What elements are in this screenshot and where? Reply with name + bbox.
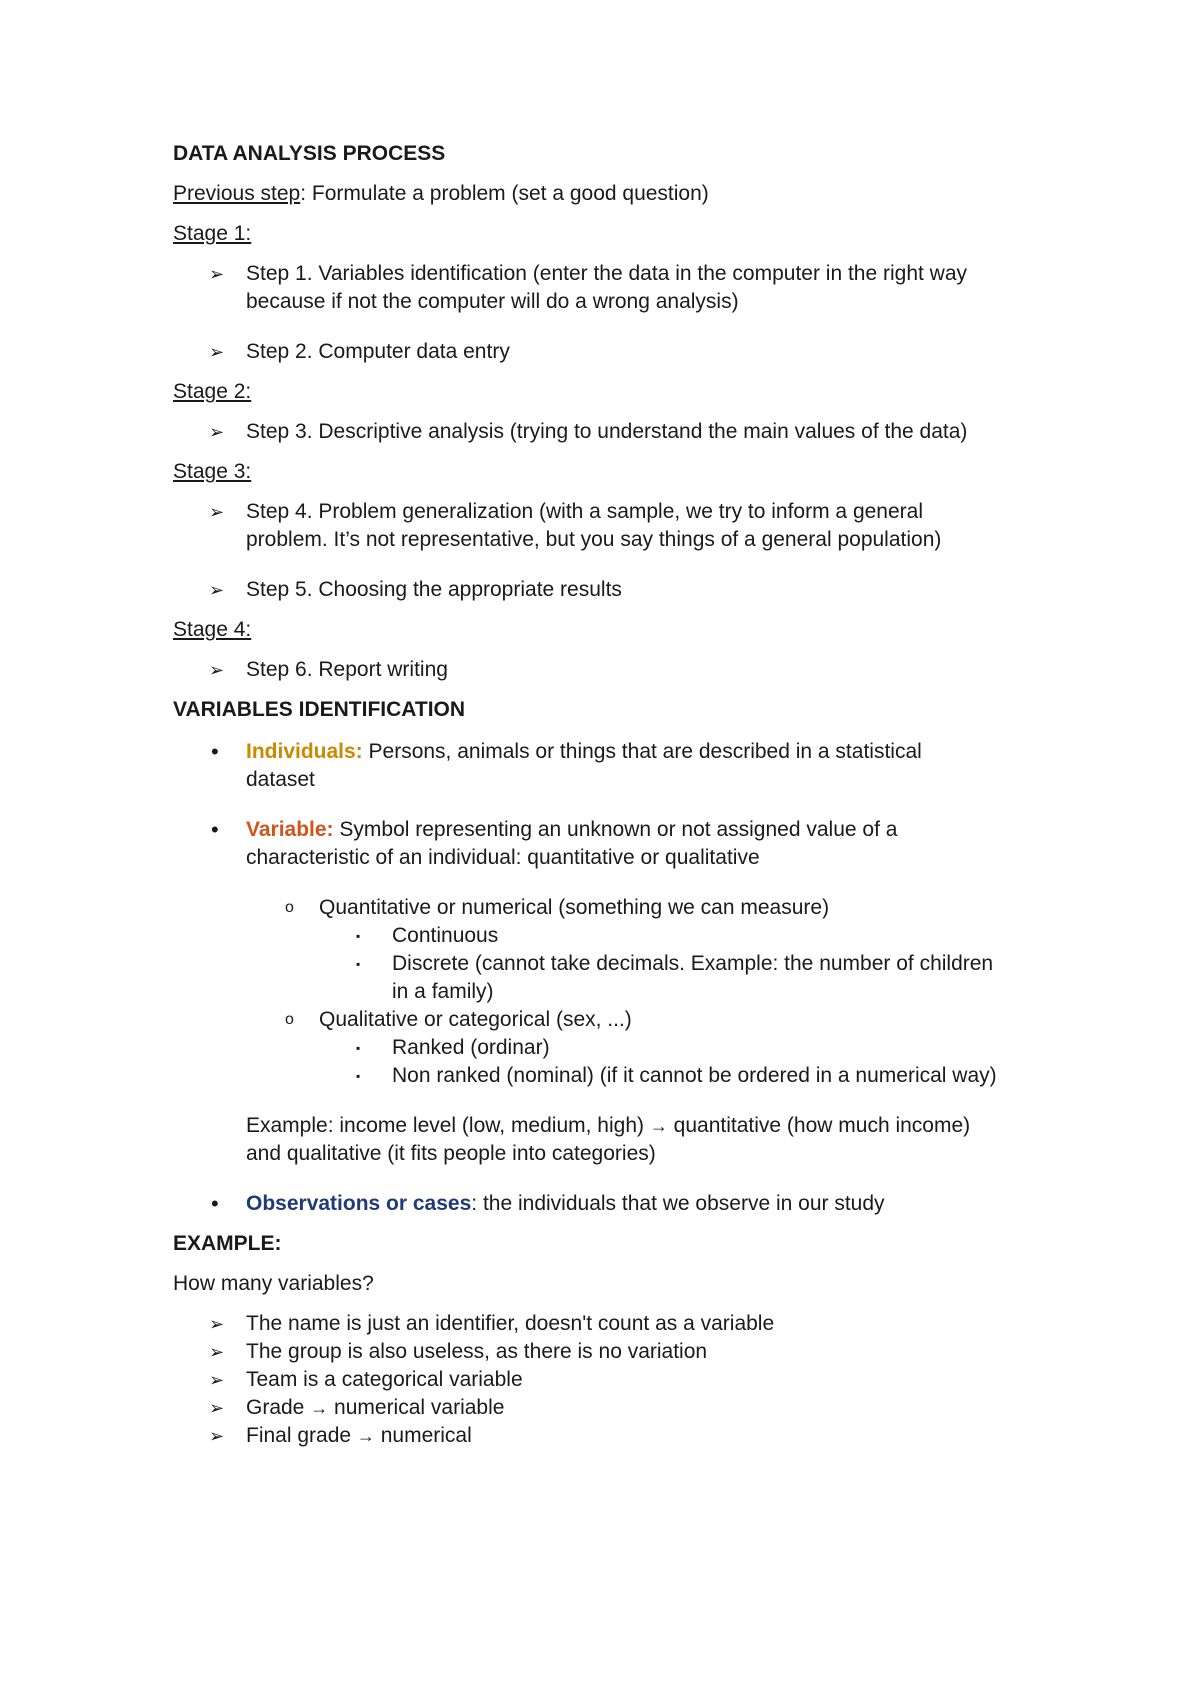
example-item-pre: Final grade bbox=[246, 1424, 357, 1447]
square-bullet-icon: ▪ bbox=[356, 1069, 361, 1083]
example-question: How many variables? bbox=[173, 1272, 374, 1295]
example-item-post: numerical bbox=[374, 1424, 472, 1447]
individuals-text: Persons, animals or things that are described in a statistical bbox=[362, 740, 922, 763]
income-example-line-2: and qualitative (it fits people into categories) bbox=[246, 1142, 656, 1165]
arrow-bullet-icon: ➢ bbox=[209, 1370, 225, 1390]
example-item-text: The group is also useless, as there is no variation bbox=[246, 1340, 708, 1363]
example-item-pre: Grade bbox=[246, 1396, 311, 1419]
step-4-line-2: problem. It’s not representative, but you say things of a general population) bbox=[246, 528, 942, 551]
arrow-bullet-icon: ➢ bbox=[209, 660, 225, 680]
document-title: DATA ANALYSIS PROCESS bbox=[173, 142, 446, 165]
example-item-team bbox=[173, 1366, 1053, 1394]
individuals-item bbox=[173, 738, 1053, 794]
stage-4-label: Stage 4: bbox=[173, 618, 252, 641]
continuous-text: Continuous bbox=[392, 924, 499, 947]
dot-bullet-icon: • bbox=[211, 1191, 219, 1216]
step-2 bbox=[173, 338, 1053, 366]
circle-bullet-icon: o bbox=[285, 899, 294, 916]
previous-step-text: : Formulate a problem (set a good question) bbox=[300, 182, 709, 205]
dot-bullet-icon: • bbox=[211, 817, 219, 842]
continuous-item bbox=[173, 922, 1053, 950]
variable-text: Symbol representing an unknown or not assigned value of a bbox=[333, 818, 898, 841]
right-arrow-icon: → bbox=[649, 1116, 668, 1136]
stage-2-label: Stage 2: bbox=[173, 380, 252, 403]
step-5-text: Step 5. Choosing the appropriate results bbox=[246, 578, 622, 601]
income-example-part-2: quantitative (how much income) bbox=[667, 1114, 971, 1137]
step-6-text: Step 6. Report writing bbox=[246, 658, 448, 681]
discrete-line-2: in a family) bbox=[392, 980, 494, 1003]
step-4-line-1: Step 4. Problem generalization (with a sample, we try to inform a general bbox=[246, 500, 923, 523]
square-bullet-icon: ▪ bbox=[356, 957, 361, 971]
arrow-bullet-icon: ➢ bbox=[209, 1342, 225, 1362]
qualitative-item bbox=[173, 1006, 1053, 1034]
step-5 bbox=[173, 576, 1053, 604]
arrow-bullet-icon: ➢ bbox=[209, 1426, 225, 1446]
previous-step-label: Previous step bbox=[173, 182, 301, 205]
step-2-text: Step 2. Computer data entry bbox=[246, 340, 510, 363]
step-3-text: Step 3. Descriptive analysis (trying to understand the main values of the data) bbox=[246, 420, 968, 443]
individuals-term: Individuals: bbox=[246, 740, 363, 763]
arrow-bullet-icon: ➢ bbox=[209, 502, 225, 522]
circle-bullet-icon: o bbox=[285, 1011, 294, 1028]
ranked-item bbox=[173, 1034, 1053, 1062]
income-example bbox=[173, 1112, 1053, 1168]
observations-term: Observations or cases bbox=[246, 1192, 472, 1215]
variable-item bbox=[173, 816, 1053, 872]
arrow-bullet-icon: ➢ bbox=[209, 1314, 225, 1334]
arrow-bullet-icon: ➢ bbox=[209, 1398, 225, 1418]
step-6 bbox=[173, 656, 1053, 684]
right-arrow-icon: → bbox=[310, 1398, 329, 1418]
example-item-group bbox=[173, 1338, 1053, 1366]
example-item-name bbox=[173, 1310, 1053, 1338]
example-item-grade bbox=[173, 1394, 1053, 1422]
qualitative-label: Qualitative or categorical (sex, ...) bbox=[319, 1008, 632, 1031]
dot-bullet-icon: • bbox=[211, 739, 219, 764]
right-arrow-icon: → bbox=[356, 1426, 375, 1446]
example-item-text: Team is a categorical variable bbox=[246, 1368, 523, 1391]
arrow-bullet-icon: ➢ bbox=[209, 342, 225, 362]
step-1-line-1: Step 1. Variables identification (enter the data in the computer in the right way bbox=[246, 262, 968, 285]
square-bullet-icon: ▪ bbox=[356, 1041, 361, 1055]
quantitative-item bbox=[173, 894, 1053, 922]
quantitative-label: Quantitative or numerical (something we can measure) bbox=[319, 896, 830, 919]
square-bullet-icon: ▪ bbox=[356, 929, 361, 943]
arrow-bullet-icon: ➢ bbox=[209, 580, 225, 600]
ranked-text: Ranked (ordinar) bbox=[392, 1036, 550, 1059]
arrow-bullet-icon: ➢ bbox=[209, 264, 225, 284]
example-item-text: The name is just an identifier, doesn't count as a variable bbox=[246, 1312, 775, 1335]
discrete-item bbox=[173, 950, 1053, 1006]
variable-term: Variable: bbox=[246, 818, 334, 841]
variables-heading: VARIABLES IDENTIFICATION bbox=[173, 698, 466, 721]
example-item-post: numerical variable bbox=[328, 1396, 505, 1419]
step-1 bbox=[173, 260, 1053, 316]
observations-item bbox=[173, 1190, 1053, 1218]
step-1-line-2: because if not the computer will do a wrong analysis) bbox=[246, 290, 739, 313]
stage-1-label: Stage 1: bbox=[173, 222, 252, 245]
income-example-part-1: Example: income level (low, medium, high) bbox=[246, 1114, 650, 1137]
non-ranked-item bbox=[173, 1062, 1053, 1090]
previous-step bbox=[173, 180, 1053, 208]
step-3 bbox=[173, 418, 1053, 446]
individuals-line-2: dataset bbox=[246, 768, 315, 791]
discrete-line-1: Discrete (cannot take decimals. Example: the number of children bbox=[392, 952, 994, 975]
example-heading: EXAMPLE: bbox=[173, 1232, 282, 1255]
step-4 bbox=[173, 498, 1053, 554]
variable-line-2: characteristic of an individual: quantitative or qualitative bbox=[246, 846, 760, 869]
document-page bbox=[173, 140, 1053, 1450]
stage-3-label: Stage 3: bbox=[173, 460, 252, 483]
example-item-final-grade bbox=[173, 1422, 1053, 1450]
observations-text: : the individuals that we observe in our study bbox=[471, 1192, 885, 1215]
arrow-bullet-icon: ➢ bbox=[209, 422, 225, 442]
non-ranked-text: Non ranked (nominal) (if it cannot be ordered in a numerical way) bbox=[392, 1064, 997, 1087]
